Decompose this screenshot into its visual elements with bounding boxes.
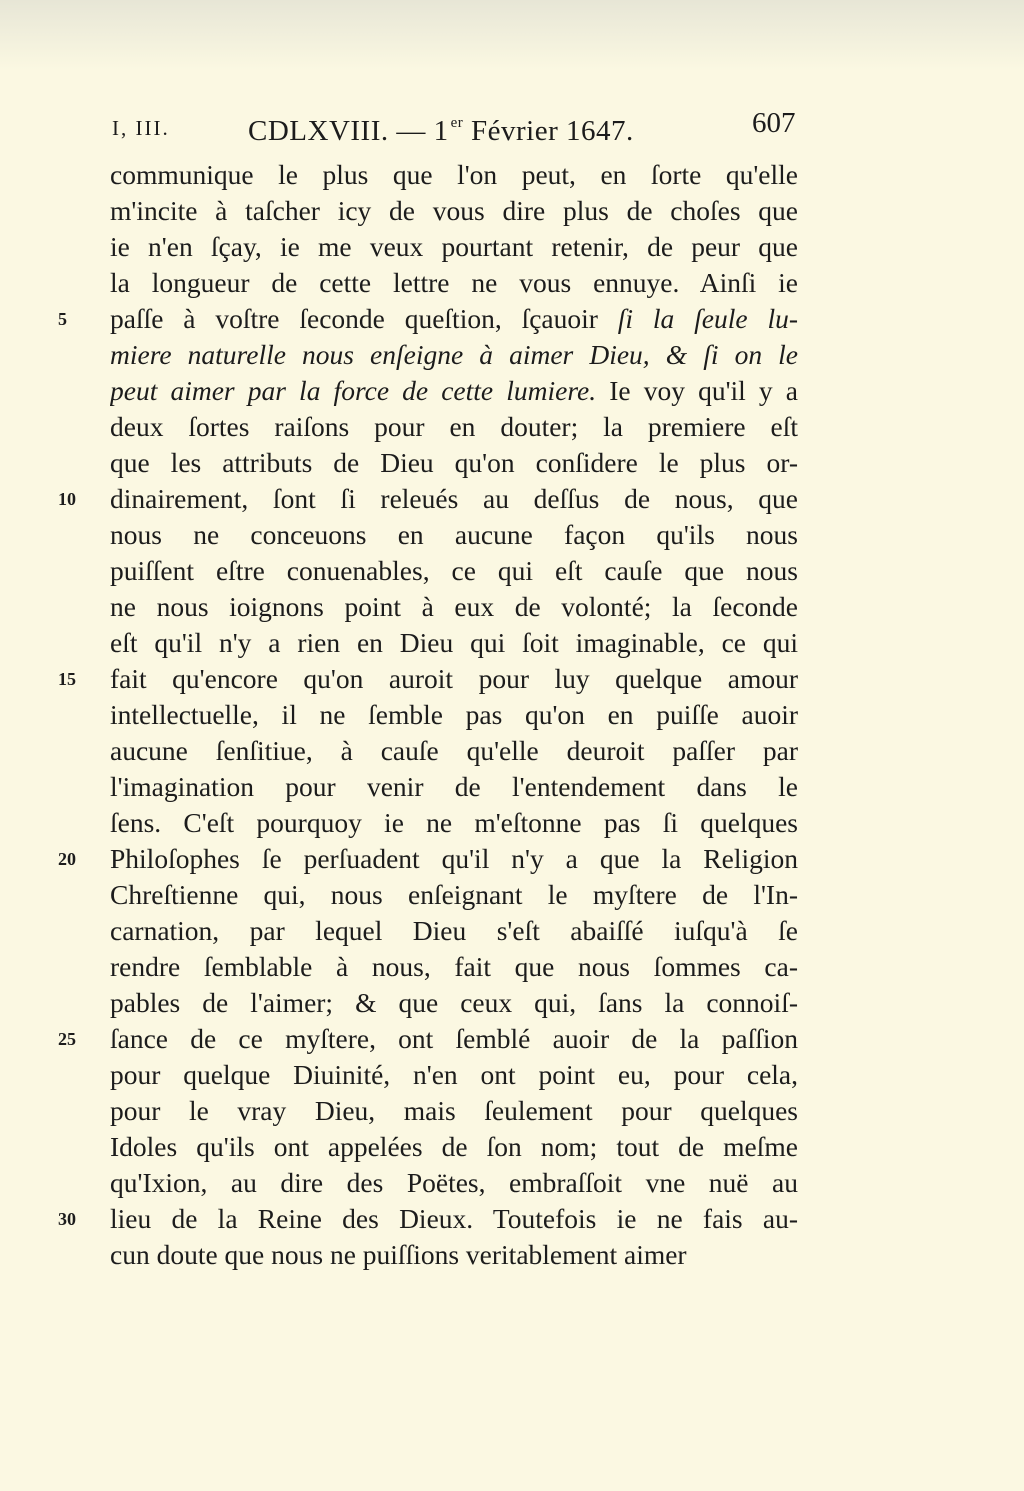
text-line [110, 517, 798, 553]
text-segment: aucune ſenſitiue, à cauſe qu'elle deuroit paſſer par [110, 735, 798, 766]
text-segment: ne nous ioignons point à eux de volonté; la ſeconde [110, 591, 798, 622]
text-line [110, 157, 798, 193]
text-segment: paſſe à voſtre ſeconde queſtion, ſçauoir [110, 303, 618, 334]
text-line [110, 1021, 798, 1057]
text-line [110, 445, 798, 481]
text-segment: Philoſophes ſe perſuadent qu'il n'y a que la Religion [110, 843, 798, 874]
text-segment: ſance de ce myſtere, ont ſemblé auoir de la paſſion [110, 1023, 798, 1054]
text-segment: lieu de la Reine des Dieux. Toutefois ie ne fais au- [110, 1203, 798, 1234]
running-head-title [248, 103, 634, 151]
text-line [110, 877, 798, 913]
text-line [110, 229, 798, 265]
text-line [110, 553, 798, 589]
line-number: 5 [58, 309, 67, 329]
text-segment: communique le plus que l'on peut, en ſorte qu'elle [110, 159, 798, 190]
text-segment: nous ne conceuons en aucune façon qu'ils nous [110, 519, 798, 550]
line-number: 10 [58, 489, 76, 509]
title-suffix: Février 1647. [471, 115, 634, 147]
italic-text: peut aimer par la force de cette lumiere. [110, 375, 597, 406]
text-line [110, 481, 798, 517]
text-line [110, 985, 798, 1021]
running-head-volume: I, III. [112, 116, 170, 140]
text-segment: ſens. C'eſt pourquoy ie ne m'eſtonne pas ſi quelques [110, 807, 798, 838]
text-line [110, 373, 798, 409]
text-segment: dinairement, ſont ſi releués au deſſus de nous, que [110, 483, 798, 514]
text-segment: la longueur de cette lettre ne vous ennuye. Ainſi ie [110, 267, 798, 298]
title-superscript: er [450, 115, 464, 131]
text-segment: ie n'en ſçay, ie me veux pourtant retenir, de peur que [110, 231, 798, 262]
text-segment: m'incite à taſcher icy de vous dire plus de choſes que [110, 195, 798, 226]
text-segment: deux ſortes raiſons pour en douter; la premiere eſt [110, 411, 798, 442]
text-line [110, 913, 798, 949]
text-segment: rendre ſemblable à nous, fait que nous ſommes ca- [110, 951, 798, 982]
text-segment: Idoles qu'ils ont appelées de ſon nom; tout de meſme [110, 1131, 798, 1162]
text-line [110, 337, 798, 373]
text-segment: qu'Ixion, au dire des Poëtes, embraſſoit vne nuë au [110, 1167, 798, 1198]
letter-body [110, 157, 798, 1273]
text-segment: Ie voy qu'il y a [596, 375, 798, 406]
text-line [110, 949, 798, 985]
text-line [110, 841, 798, 877]
line-number: 30 [58, 1209, 76, 1229]
italic-text: ſi la ſeule lu- [617, 303, 798, 334]
text-line [110, 733, 798, 769]
text-segment: que les attributs de Dieu qu'on conſidere le plus or- [110, 447, 798, 478]
page-number: 607 [752, 107, 796, 139]
text-line [110, 1057, 798, 1093]
text-segment: pables de l'aimer; & que ceux qui, ſans la connoiſ- [110, 987, 798, 1018]
text-line [110, 805, 798, 841]
text-line [110, 301, 798, 337]
text-line [110, 1201, 798, 1237]
line-number: 15 [58, 669, 76, 689]
text-line [110, 769, 798, 805]
line-number: 20 [58, 849, 76, 869]
text-segment: pour quelque Diuinité, n'en ont point eu, pour cela, [110, 1059, 798, 1090]
scan-shadow [0, 0, 1024, 70]
text-line [110, 193, 798, 229]
italic-text: miere naturelle nous enſeigne à aimer Dieu, & ſi on le [110, 339, 798, 370]
text-line [110, 661, 798, 697]
text-line [110, 1237, 798, 1273]
text-line [110, 1165, 798, 1201]
text-line [110, 1093, 798, 1129]
text-segment: eſt qu'il n'y a rien en Dieu qui ſoit imaginable, ce qui [110, 627, 798, 658]
text-line [110, 589, 798, 625]
text-segment: fait qu'encore qu'on auroit pour luy quelque amour [110, 663, 798, 694]
text-segment: pour le vray Dieu, mais ſeulement pour quelques [110, 1095, 798, 1126]
text-segment: puiſſent eſtre conuenables, ce qui eſt cauſe que nous [110, 555, 798, 586]
text-segment: carnation, par lequel Dieu s'eſt abaiſſé iuſqu'à ſe [110, 915, 798, 946]
text-segment: cun doute que nous ne puiſſions veritablement aimer [110, 1239, 687, 1270]
text-segment: l'imagination pour venir de l'entendement dans le [110, 771, 798, 802]
text-segment: intellectuelle, il ne ſemble pas qu'on en puiſſe auoir [110, 699, 798, 730]
text-line [110, 265, 798, 301]
text-line [110, 625, 798, 661]
text-line [110, 409, 798, 445]
title-prefix: CDLXVIII. — 1 [248, 115, 449, 147]
text-segment: Chreſtienne qui, nous enſeignant le myſtere de l'In- [110, 879, 798, 910]
text-line [110, 1129, 798, 1165]
line-number: 25 [58, 1029, 76, 1049]
text-line [110, 697, 798, 733]
